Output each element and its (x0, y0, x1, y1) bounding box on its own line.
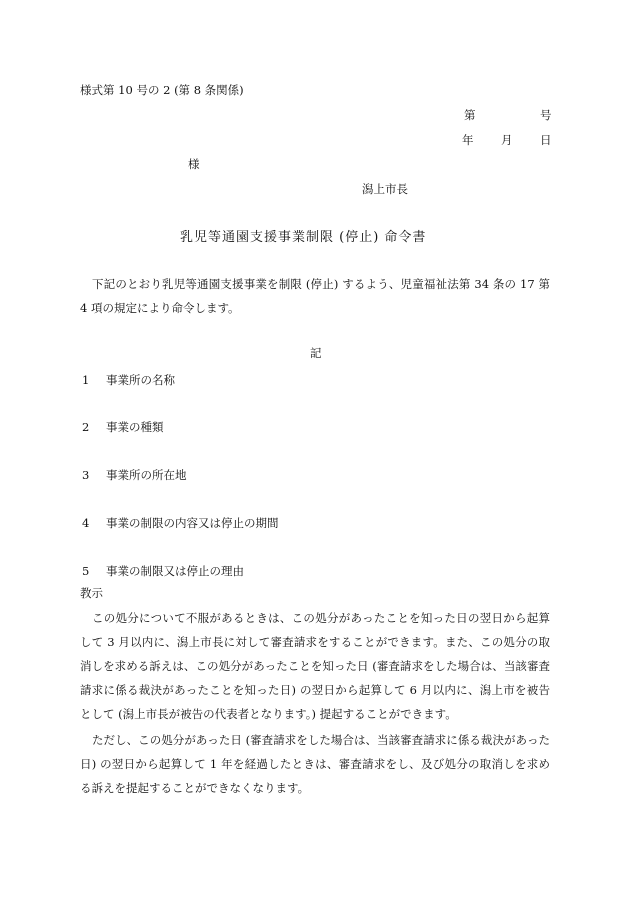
date-year: 年 (462, 133, 474, 147)
form-label: 様式第 10 号の 2 (第 8 条関係) (80, 83, 244, 97)
item-number: 2 (82, 420, 90, 434)
doc-number-suffix: 号 (540, 108, 552, 122)
ki-label: 記 (310, 346, 322, 360)
item-number: 1 (82, 373, 90, 387)
issuer: 潟上市長 (362, 182, 408, 196)
notice-paragraph-2: ただし、この処分があった日 (審査請求をした場合は、当該審査請求に係る裁決があった日) の翌日から起算して 1 年を経過したときは、審査請求をし、及び処分の取消しを求める訴えを提起することができなくなります。 (80, 733, 550, 795)
item-number: 3 (82, 468, 90, 482)
item-label: 事業の制限又は停止の理由 (106, 564, 244, 578)
date-day: 日 (540, 133, 552, 147)
item-label: 事業の制限の内容又は停止の期間 (106, 516, 279, 530)
intro-paragraph: 下記のとおり乳児等通園支援事業を制限 (停止) するよう、児童福祉法第 34 条の 17 第 4 項の規定により命令します。 (80, 277, 550, 315)
item-number: 5 (82, 564, 90, 578)
recipient-suffix: 様 (188, 157, 200, 171)
notice-paragraph-1: この処分について不服があるときは、この処分があったことを知った日の翌日から起算して 3 月以内に、潟上市長に対して審査請求をすることができます。また、この処分の取消しを求める訴えは、この処分があったことを知った日 (審査請求をした場合は、当該審査請求に係る裁決があったことを知った日) の翌日から起算して 6 月以内に、潟上市を被告として (潟上市長が被告の代表者となります。) 提起することができます。 (80, 611, 550, 721)
item-label: 事業の種類 (106, 420, 164, 434)
notice-heading: 教示 (80, 586, 103, 600)
item-label: 事業所の名称 (106, 373, 175, 387)
document-title: 乳児等通園支援事業制限 (停止) 命令書 (180, 230, 427, 245)
date-month: 月 (501, 133, 513, 147)
item-label: 事業所の所在地 (106, 468, 187, 482)
doc-number-prefix: 第 (464, 108, 476, 122)
item-number: 4 (82, 516, 90, 530)
